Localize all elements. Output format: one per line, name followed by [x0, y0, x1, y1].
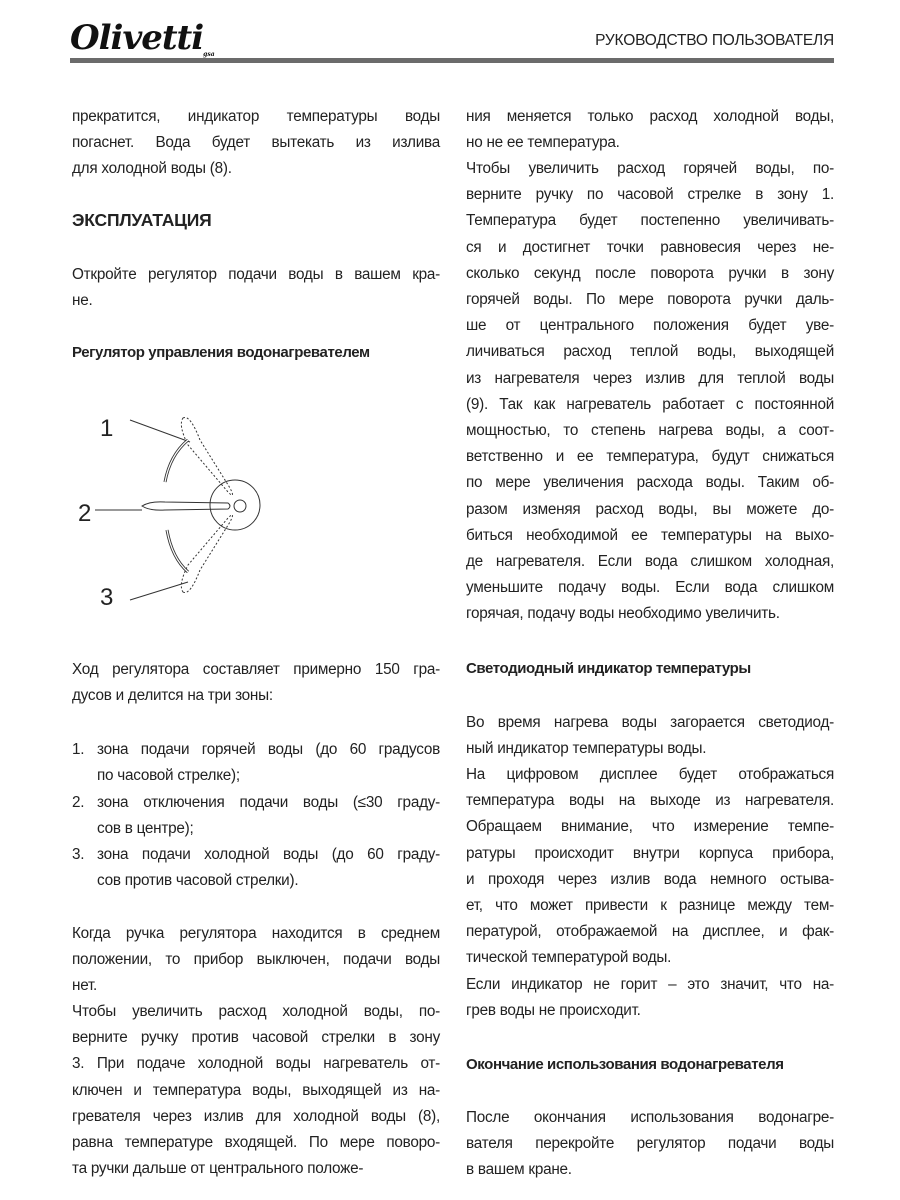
text-line: по часовой стрелке);: [97, 767, 240, 785]
left-p1: [72, 104, 440, 183]
right-p6: [466, 1105, 834, 1184]
list-text: [97, 790, 440, 842]
text-line: ше от центрального положения будет уве-: [466, 317, 834, 335]
text-line: На цифровом дисплее будет отображаться: [466, 766, 834, 783]
text-line: ключен и температура воды, выходящей из на-: [72, 1081, 440, 1099]
heading-led: Светодиодный индикатор температуры: [466, 660, 751, 677]
list-text: [97, 842, 440, 894]
text-line: ся и достигнет точки равновесия через не-: [466, 238, 834, 256]
text-line: сов в центре);: [97, 820, 194, 838]
list-item-2: [72, 790, 440, 842]
text-line: дусов и делится на три зоны:: [72, 687, 273, 705]
text-line: Откройте регулятор подачи воды в вашем кра-: [72, 266, 440, 283]
left-p4: [72, 921, 440, 1000]
list-item-1: [72, 737, 440, 789]
text-line: Чтобы увеличить расход холодной воды, по-: [72, 1003, 440, 1020]
text-line: После окончания использования водонагре-: [466, 1109, 834, 1126]
heading-operation: ЭКСПЛУАТАЦИЯ: [72, 210, 212, 230]
text-line: верните ручку по часовой стрелке в зону 1.: [466, 186, 834, 204]
text-line: (9). Так как нагреватель работает с постоянной: [466, 395, 834, 413]
text-line: не.: [72, 292, 93, 310]
left-p2: [72, 262, 440, 314]
text-line: в вашем кране.: [466, 1161, 572, 1179]
list-item-3: [72, 842, 440, 894]
text-line: зона подачи горячей воды (до 60 градусов: [97, 741, 440, 758]
text-line: мощностью, то степень нагрева воды, а соот-: [466, 422, 834, 440]
text-line: сколько секунд после поворота ручки в зону: [466, 264, 834, 282]
text-line: Когда ручка регулятора находится в среднем: [72, 925, 440, 942]
text-line: равна температуре входящей. По мере поворо-: [72, 1134, 440, 1152]
left-p5: [72, 999, 440, 1182]
list-number: 3.: [72, 846, 85, 863]
text-line: биться необходимой ее температуры на выхо-: [466, 526, 834, 544]
text-line: горячая, подачу воды необходимо увеличить.: [466, 605, 780, 623]
text-line: 3. При подаче холодной воды нагреватель от-: [72, 1055, 440, 1073]
text-line: ратуры происходит внутри корпуса прибора,: [466, 844, 834, 862]
text-line: прекратится, индикатор температуры воды: [72, 108, 440, 125]
right-p5: [466, 972, 834, 1024]
list-text: [97, 737, 440, 789]
text-line: положении, то прибор выключен, подачи воды: [72, 951, 440, 969]
logo-text: Olivetti: [70, 18, 204, 58]
text-line: ветственно и ее температура, будут снижаться: [466, 448, 834, 466]
text-line: верните ручку против часовой стрелки в зону: [72, 1029, 440, 1047]
text-line: тической температурой воды.: [466, 949, 672, 967]
zone-label-1: 1: [100, 415, 114, 442]
regulator-diagram: [78, 400, 280, 615]
text-line: погаснет. Вода будет вытекать из излива: [72, 134, 440, 152]
zone-label-2: 2: [78, 500, 92, 527]
text-line: Чтобы увеличить расход горячей воды, по-: [466, 160, 834, 177]
text-line: нет.: [72, 977, 98, 995]
text-line: зона отключения подачи воды (≤30 граду-: [97, 794, 440, 811]
text-line: вателя перекройте регулятор подачи воды: [466, 1135, 834, 1153]
text-line: пературой, отображаемой на дисплее, и фак-: [466, 923, 834, 941]
text-line: горячей воды. По мере поворота ручки даль-: [466, 291, 834, 309]
text-line: гревателя через излив для холодной воды (8),: [72, 1107, 440, 1125]
text-line: но не ее температура.: [466, 134, 620, 152]
text-line: де нагревателя. Если вода слишком холодная,: [466, 553, 834, 571]
text-line: ет, что может привести к разнице между тем-: [466, 897, 834, 915]
left-p3: [72, 657, 440, 709]
text-line: Обращаем внимание, что измерение темпе-: [466, 818, 834, 836]
text-line: сов против часовой стрелки).: [97, 872, 299, 890]
list-number: 2.: [72, 794, 85, 811]
right-p1: [466, 104, 834, 156]
text-line: температура воды на выходе из нагревателя.: [466, 792, 834, 810]
text-line: зона подачи холодной воды (до 60 граду-: [97, 846, 440, 863]
list-number: 1.: [72, 741, 85, 758]
header-rule: [70, 58, 834, 63]
text-line: Если индикатор не горит – это значит, что на-: [466, 976, 834, 993]
text-line: и проходя через излив вода немного остыва-: [466, 870, 834, 888]
text-line: Во время нагрева воды загорается светодиод-: [466, 714, 834, 731]
text-line: Ход регулятора составляет примерно 150 гра-: [72, 661, 440, 678]
text-line: уменьшите подачу воды. Если вода слишком: [466, 579, 834, 597]
right-p4: [466, 762, 834, 972]
olivetti-logo: [70, 18, 215, 58]
header-title: РУКОВОДСТВО ПОЛЬЗОВАТЕЛЯ: [595, 32, 834, 49]
text-line: разом изменяя расход воды, вы можете до-: [466, 500, 834, 518]
text-line: та ручки дальше от центрального положе-: [72, 1160, 364, 1178]
text-line: личиваться расход теплой воды, выходящей: [466, 343, 834, 361]
text-line: ния меняется только расход холодной воды,: [466, 108, 834, 125]
text-line: Температура будет постепенно увеличивать-: [466, 212, 834, 230]
right-p3: [466, 710, 834, 762]
text-line: ный индикатор температуры воды.: [466, 740, 707, 758]
text-line: для холодной воды (8).: [72, 160, 232, 178]
right-p2: [466, 156, 834, 628]
text-line: по мере увеличения расхода воды. Таким об-: [466, 474, 834, 492]
text-line: из нагревателя через излив для теплой воды: [466, 369, 834, 387]
heading-regulator: Регулятор управления водонагревателем: [72, 344, 370, 361]
text-line: грев воды не происходит.: [466, 1002, 641, 1020]
logo-sub: gsa: [203, 51, 215, 58]
heading-end: Окончание использования водонагревателя: [466, 1056, 784, 1073]
zone-label-3: 3: [100, 584, 114, 611]
